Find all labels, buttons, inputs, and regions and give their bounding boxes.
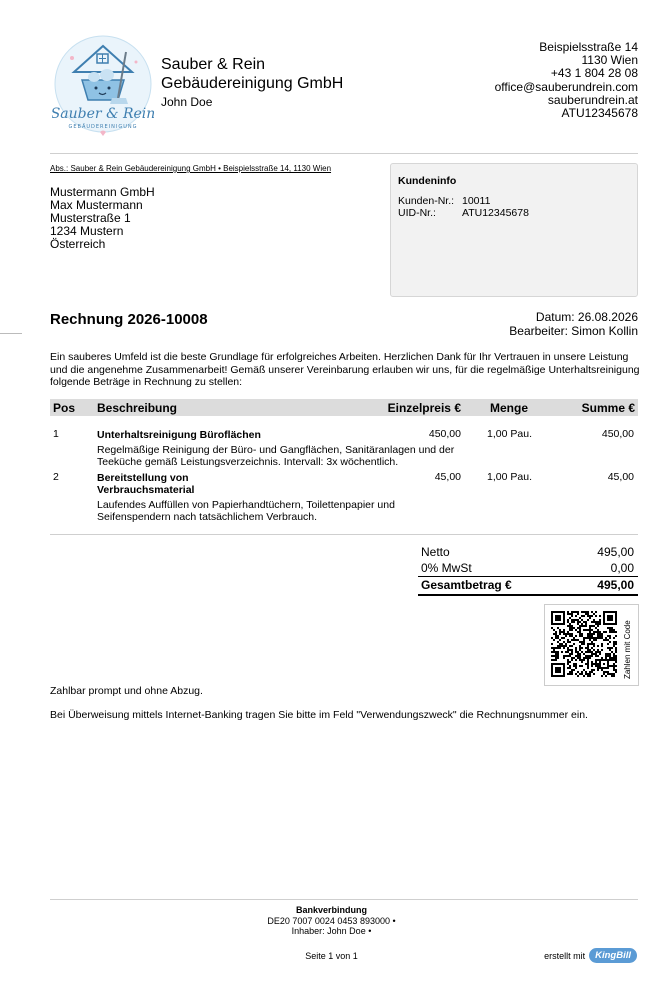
svg-text:GEBÄUDEREINIGUNG: GEBÄUDEREINIGUNG	[68, 124, 138, 130]
item-pos: 2	[53, 471, 59, 483]
created-with-label: erstellt mit	[544, 950, 586, 961]
uid-label: UID-Nr.:	[398, 207, 436, 219]
uid-number: ATU12345678	[462, 207, 529, 219]
net-value: 495,00	[597, 545, 634, 559]
item-quantity: 1,00 Pau.	[487, 428, 532, 440]
net-label: Netto	[421, 545, 450, 559]
company-address	[495, 41, 638, 120]
created-with	[544, 948, 637, 963]
item-unit-price: 450,00	[428, 428, 461, 440]
total-label: Gesamtbetrag €	[421, 578, 512, 592]
table-row	[50, 428, 638, 472]
header-description: Beschreibung	[97, 401, 178, 415]
table-row	[50, 471, 638, 527]
contact-person: John Doe	[161, 95, 213, 109]
recipient-name: Max Mustermann	[50, 198, 143, 212]
qr-code-icon[interactable]	[551, 611, 617, 677]
address-phone: +43 1 804 28 08	[550, 66, 638, 81]
payment-terms: Zahlbar prompt und ohne Abzug.	[50, 685, 203, 697]
header-sum: Summe €	[581, 401, 635, 415]
invoice-date: Datum: 26.08.2026	[535, 310, 638, 324]
totals-rule	[418, 576, 638, 577]
company-name: Sauber & Rein	[161, 56, 266, 73]
company-header	[161, 55, 343, 110]
company-logo	[52, 32, 154, 140]
item-sum: 45,00	[607, 471, 634, 483]
svg-text:Zahlen mit Code: Zahlen mit Code	[623, 620, 632, 679]
bank-iban: DE20 7007 0024 0453 893000 •	[267, 915, 396, 926]
invoice-title: Rechnung 2026-10008	[50, 311, 208, 328]
total-value: 495,00	[597, 578, 634, 592]
item-description-line: Seifenspendern nach tatsächlichem Verbrauch.	[97, 511, 318, 523]
bank-info	[0, 905, 663, 937]
recipient-country: Österreich	[50, 237, 106, 251]
item-description-line: Teeküche gemäß Leistungsverzeichnis. Intervall: 3x wöchentlich.	[97, 456, 399, 468]
recipient-address	[50, 186, 155, 251]
header-pos: Pos	[53, 401, 76, 415]
recipient-city: 1234 Mustern	[50, 224, 124, 238]
invoice-clerk: Bearbeiter: Simon Kollin	[509, 324, 638, 338]
item-quantity: 1,00 Pau.	[487, 471, 532, 483]
footer-divider	[50, 899, 638, 900]
customer-info-box	[390, 163, 638, 297]
totals-net-row	[418, 545, 637, 559]
recipient-street: Musterstraße 1	[50, 211, 131, 225]
address-uid: ATU12345678	[561, 106, 638, 121]
item-title: Bereitstellung von	[97, 472, 189, 484]
sender-line: Abs.: Sauber & Rein Gebäudereinigung GmbH • Beispielsstraße 14, 1130 Wien	[50, 164, 332, 173]
address-city: 1130 Wien	[581, 53, 638, 68]
customer-number: 10011	[462, 195, 491, 207]
logo-text: Sauber & Rein	[52, 106, 154, 122]
address-street: Beispielsstraße 14	[539, 40, 638, 54]
invoice-meta	[509, 310, 638, 338]
recipient-company: Mustermann GmbH	[50, 185, 155, 199]
item-description-line: Laufendes Auffüllen von Papierhandtüchern, Toilettenpapier und	[97, 499, 395, 511]
vat-label: 0% MwSt	[421, 561, 472, 575]
fold-mark	[0, 333, 22, 334]
item-title: Unterhaltsreinigung Büroflächen	[97, 429, 261, 441]
totals-vat-row	[418, 561, 637, 575]
kingbill-logo[interactable]: KingBill	[589, 948, 637, 963]
item-sum: 450,00	[601, 428, 634, 440]
item-description-line: Regelmäßige Reinigung der Büro- und Gangflächen, Sanitäranlagen und der	[97, 444, 455, 456]
customer-number-label: Kunden-Nr.:	[398, 195, 455, 207]
transfer-note: Bei Überweisung mittels Internet-Banking tragen Sie bitte im Feld "Verwendungszweck" die Rechnungsnummer ein.	[50, 709, 588, 721]
page-number: Seite 1 von 1	[305, 951, 358, 961]
qr-label	[618, 609, 636, 681]
address-website: sauberundrein.at	[547, 92, 638, 107]
company-name-line2: Gebäudereinigung GmbH	[161, 75, 344, 92]
table-divider	[50, 534, 638, 535]
customer-info-title: Kundeninfo	[398, 175, 457, 187]
bank-title: Bankverbindung	[295, 905, 367, 915]
vat-value: 0,00	[610, 561, 634, 575]
table-header	[50, 399, 638, 416]
totals-double-rule	[418, 594, 638, 596]
header-divider	[50, 153, 638, 154]
header-quantity: Menge	[489, 401, 528, 415]
totals-grand-row	[418, 578, 637, 592]
payment-qr-box[interactable]	[544, 604, 639, 686]
header-unit-price: Einzelpreis €	[387, 401, 461, 415]
address-email: office@sauberundrein.com	[494, 79, 638, 94]
bank-holder: Inhaber: John Doe •	[291, 926, 372, 936]
item-unit-price: 45,00	[434, 471, 461, 483]
intro-text: Ein sauberes Umfeld ist die beste Grundlage für erfolgreiches Arbeiten. Herzlichen Dank für Ihr Vertrauen in unsere Leistung und die angenehme Zusammenarbeit! Gemäß unserer Vereinbarung erlauben wir uns, für die regelmäßige Unterhaltsreinigung folgende Beträge in Rechnung zu stellen:	[50, 351, 640, 388]
uid-row	[398, 207, 529, 219]
item-title-line2: Verbrauchsmaterial	[97, 484, 195, 496]
item-pos: 1	[53, 428, 59, 440]
customer-number-row	[398, 195, 491, 207]
